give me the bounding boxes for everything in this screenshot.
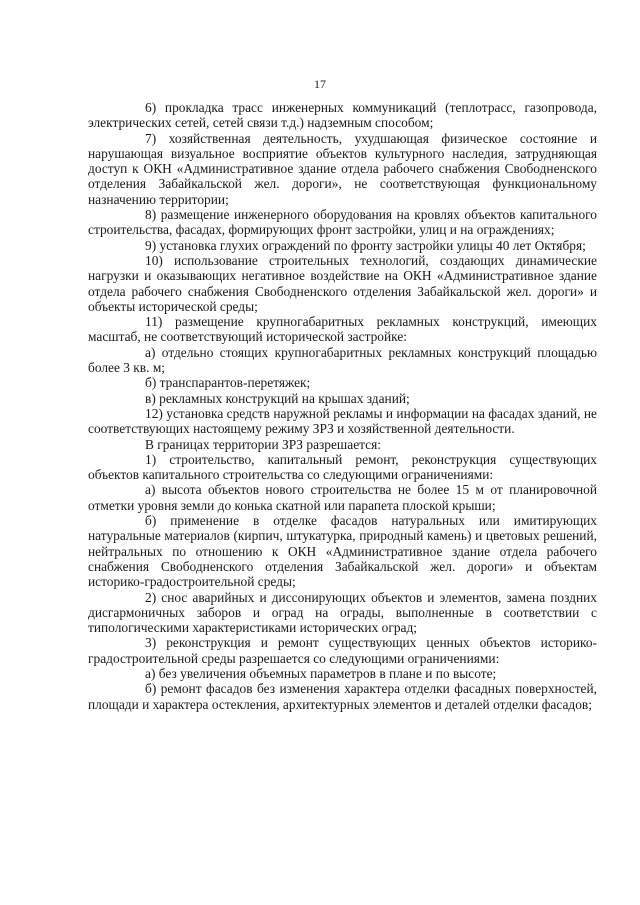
- paragraph-prohibition-11-a: а) отдельно стоящих крупногабаритных рекламных конструкций площадью более 3 кв. м;: [88, 344, 597, 376]
- paragraph-prohibition-7: 7) хозяйственная деятельность, ухудшающая физическое состояние и нарушающая визуальное восприятие объектов культурного наследия, затрудняющая доступ к ОКН «Административное здание отдела рабочего снабжения Свободненского отделения Забайкальской жел. дороги», не соответствующая функциональному назначению территории;: [88, 130, 597, 207]
- paragraph-permitted-3-b: б) ремонт фасадов без изменения характера отделки фасадных поверхностей, площади и характера остекления, архитектурных элементов и деталей отделки фасадов;: [88, 681, 597, 712]
- paragraph-prohibition-11-b: б) транспарантов-перетяжек;: [145, 375, 311, 391]
- paragraph-prohibition-9: 9) установка глухих ограждений по фронту застройки улицы 40 лет Октября;: [145, 237, 586, 253]
- paragraph-permitted-2: 2) снос аварийных и диссонирующих объектов и элементов, замена поздних дисгармоничных заборов и оград на ограды, выполненные в соответствии с типологическими характеристиками исторических оград;: [88, 589, 597, 636]
- paragraph-permitted-3-a: а) без увеличения объемных параметров в плане и по высоте;: [145, 665, 497, 681]
- paragraph-prohibition-12: 12) установка средств наружной рекламы и информации на фасадах зданий, не соответствующих настоящему режиму ЗРЗ и хозяйственной деятельности.: [88, 405, 597, 437]
- paragraph-permitted-1: 1) строительство, капитальный ремонт, реконструкция существующих объектов капитального строительства со следующими ограничениями:: [88, 451, 597, 483]
- paragraph-permitted-3: 3) реконструкция и ремонт существующих ценных объектов историко-градостроительной среды разрешается со следующими ограничениями:: [88, 635, 597, 666]
- paragraph-permitted-1-b: б) применение в отделке фасадов натуральных или имитирующих натуральные материалов (кирпич, штукатурка, природный камень) и цветовых решений, нейтральных по отношению к ОКН «Административное здание отдела рабочего снабжения Свободненского отделения Забайкальской жел. дороги» и объектам историко-градостроительной среды;: [88, 513, 597, 590]
- paragraph-prohibition-11-c: в) рекламных конструкций на крышах зданий;: [145, 390, 410, 406]
- paragraph-permitted-heading: В границах территории ЗРЗ разрешается:: [145, 436, 381, 452]
- paragraph-prohibition-11: 11) размещение крупногабаритных рекламных конструкций, имеющих масштаб, не соответствующий исторической застройке:: [88, 314, 597, 345]
- paragraph-prohibition-8: 8) размещение инженерного оборудования на кровлях объектов капитального строительства, фасадах, формирующих фронт застройки, улиц и на ограждениях;: [88, 207, 597, 238]
- paragraph-permitted-1-a: а) высота объектов нового строительства не более 15 м от планировочной отметки уровня земли до конька скатной или парапета плоской крыши;: [88, 482, 597, 513]
- paragraph-prohibition-6: 6) прокладка трасс инженерных коммуникаций (теплотрасс, газопровода, электрических сетей, сетей связи т.д.) надземным способом;: [88, 100, 597, 131]
- document-body: [88, 100, 597, 712]
- page-number: 17: [314, 77, 326, 91]
- paragraph-prohibition-10: 10) использование строительных технологий, создающих динамические нагрузки и оказывающих негативное воздействие на ОКН «Административное здание отдела рабочего снабжения Свободненского отделения Забайкальской жел. дороги» и объекты исторической среды;: [88, 252, 597, 314]
